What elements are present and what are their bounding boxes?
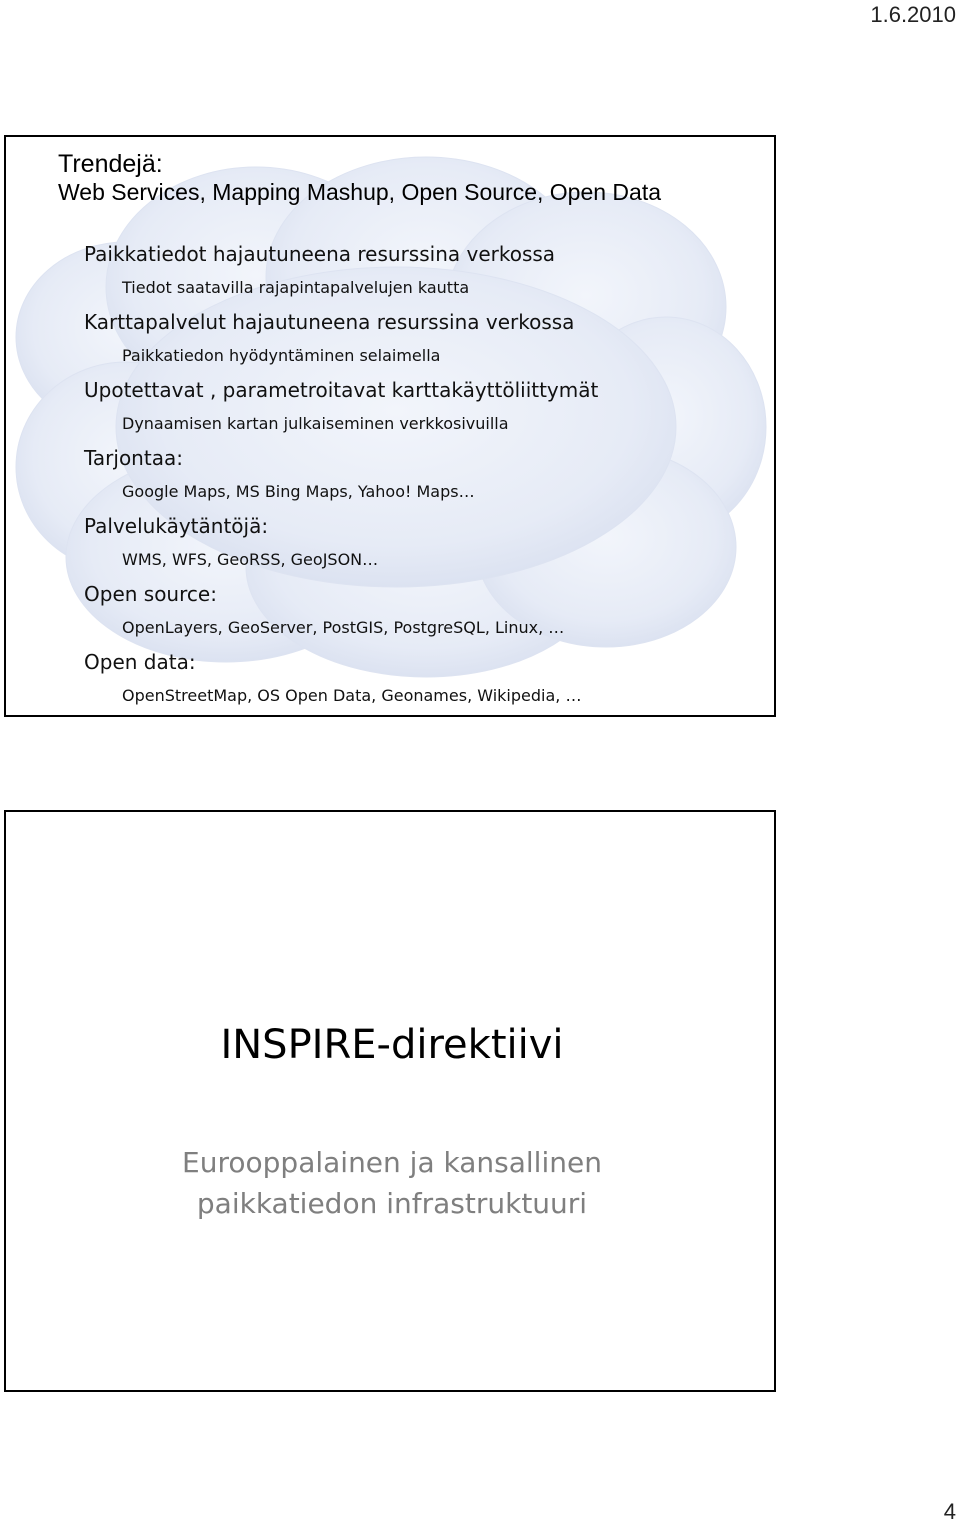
inspire-subtitle-line: paikkatiedon infrastruktuuri: [196, 1187, 588, 1220]
inspire-subtitle: [6, 1142, 776, 1224]
slide-title: [58, 149, 661, 207]
bullet-item: Paikkatiedot hajautuneena resurssina verkossa: [84, 242, 556, 266]
bullet-item: Upotettavat , parametroitavat karttakäyttöliittymät: [84, 378, 599, 402]
slide-inspire: [4, 810, 776, 1392]
page-date: 1.6.2010: [870, 2, 956, 27]
bullet-item: Tarjontaa:: [84, 446, 183, 470]
page-number: 4: [943, 1499, 956, 1524]
title-main: Trendejä:: [58, 150, 163, 178]
sub-bullet-item: OpenLayers, GeoServer, PostGIS, PostgreSQL, Linux, …: [122, 618, 565, 637]
bullet-item: Open source:: [84, 582, 217, 606]
sub-bullet-item: Google Maps, MS Bing Maps, Yahoo! Maps…: [122, 482, 475, 501]
slide-trends: [4, 135, 776, 717]
title-subtitle: Web Services, Mapping Mashup, Open Source, Open Data: [58, 179, 662, 205]
bullet-item: Karttapalvelut hajautuneena resurssina verkossa: [84, 310, 575, 334]
sub-bullet-item: OpenStreetMap, OS Open Data, Geonames, Wikipedia, …: [122, 686, 582, 705]
sub-bullet-item: Tiedot saatavilla rajapintapalvelujen kautta: [122, 278, 470, 297]
sub-bullet-item: Dynaamisen kartan julkaiseminen verkkosivuilla: [122, 414, 509, 433]
bullet-item: Palvelukäytäntöjä:: [84, 514, 269, 538]
bullet-list: [84, 237, 598, 713]
inspire-subtitle-line: Eurooppalainen ja kansallinen: [182, 1146, 602, 1179]
sub-bullet-item: Paikkatiedon hyödyntäminen selaimella: [122, 346, 441, 365]
sub-bullet-item: WMS, WFS, GeoRSS, GeoJSON…: [122, 550, 379, 569]
bullet-item: Open data:: [84, 650, 196, 674]
inspire-title: INSPIRE-direktiivi: [220, 1022, 564, 1068]
